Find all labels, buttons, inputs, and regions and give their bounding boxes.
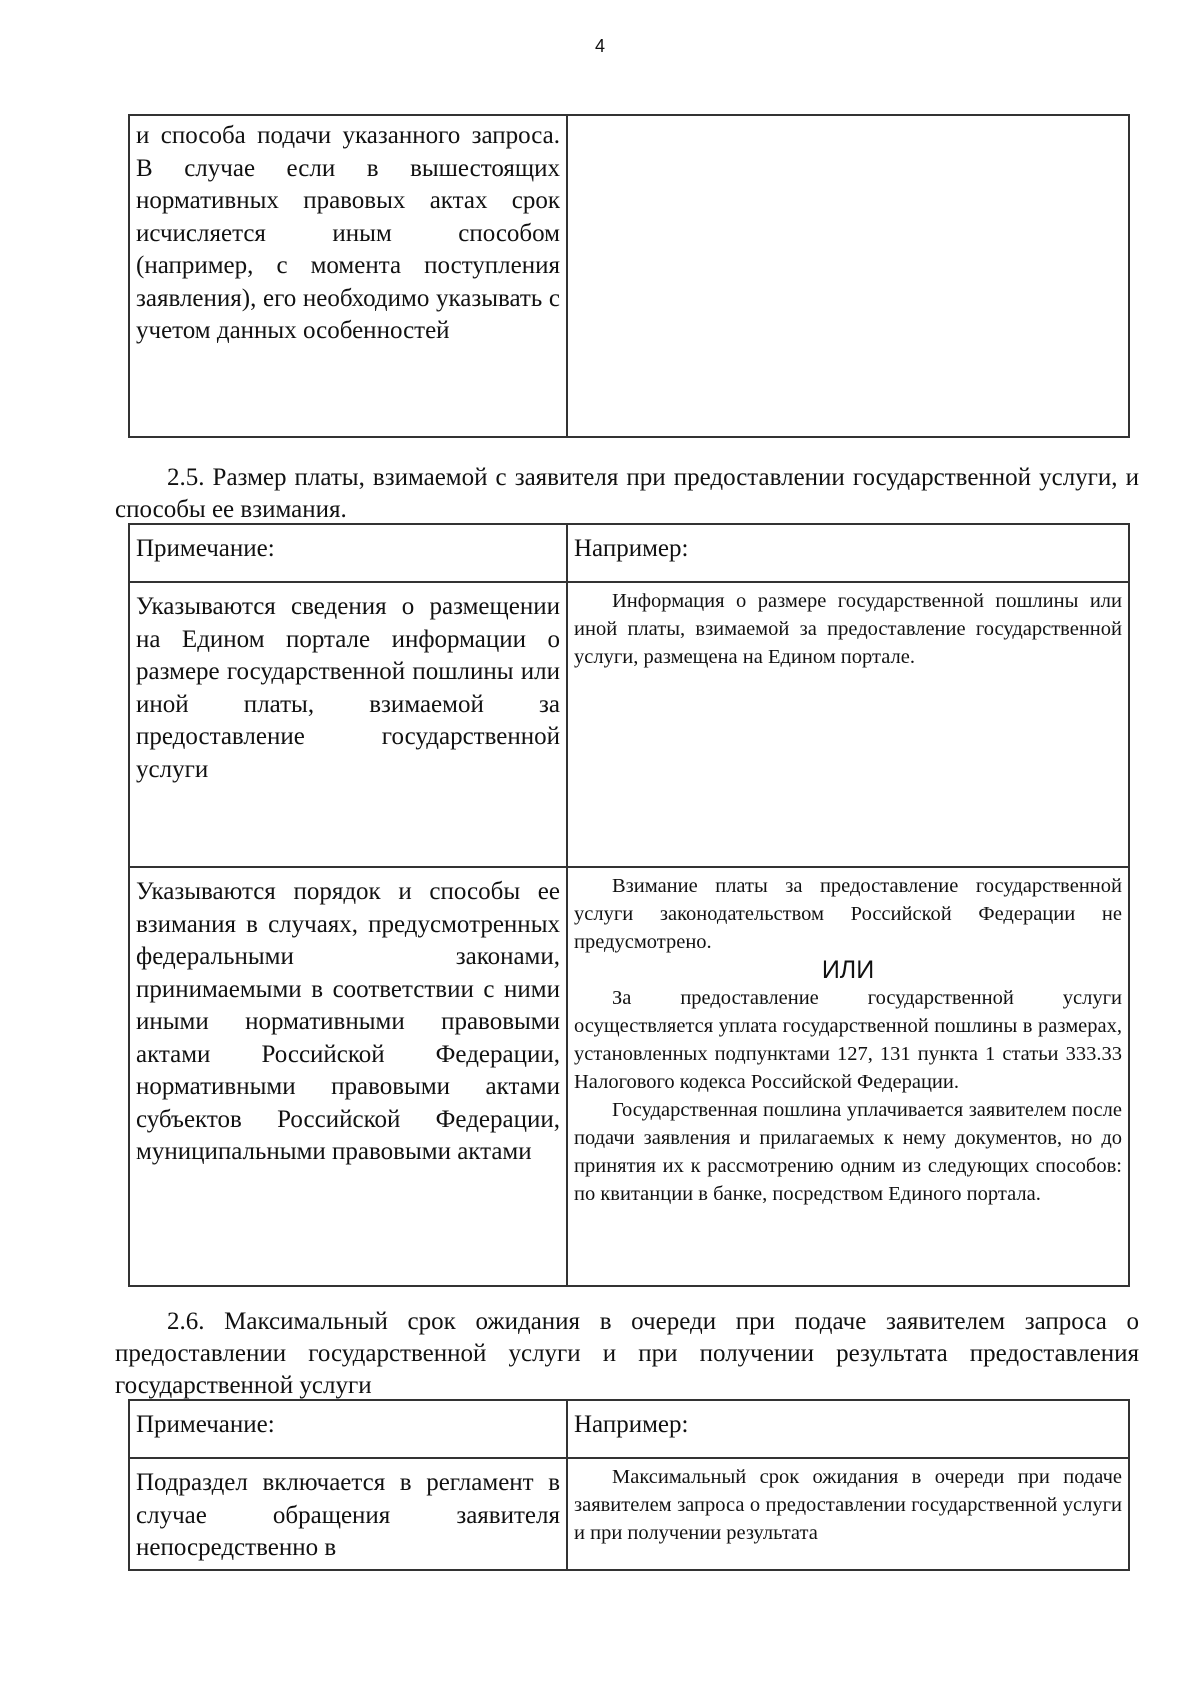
table3-header-example: Например:: [567, 1400, 1129, 1458]
table2-row2-note: Указываются порядок и способы ее взимания в случаях, предусмотренных федеральными законами, принимаемыми в соответствии с ними иными нормативными правовыми актами Российской Федерации, нормативными правовыми актами субъектов Российской Федерации, муниципальными правовыми актами: [129, 867, 567, 1286]
table2-header-example: Например:: [567, 524, 1129, 582]
section-2-5-heading: 2.5. Размер платы, взимаемой с заявителя при предоставлении государственной услуги, и способы ее взимания.: [115, 464, 1139, 523]
table2-header-note: Примечание:: [129, 524, 567, 582]
table2-row2-paragraph-3: Государственная пошлина уплачивается заявителем после подачи заявления и прилагаемых к нему документов, но до принятия их к рассмотрению одним из следующих способов: по квитанции в банке, посредством Единого портала.: [574, 1099, 1122, 1205]
table2-row2-paragraph-1: Взимание платы за предоставление государственной услуги законодательством Российской Федерации не предусмотрено.: [574, 875, 1122, 953]
table2-row1-example-text: Информация о размере государственной пошлины или иной платы, взимаемой за предоставление государственной услуги, размещена на Едином портале.: [574, 590, 1122, 668]
table-row: [129, 115, 1129, 437]
table2-row2-or: ИЛИ: [821, 956, 875, 984]
table-header-row: [129, 524, 1129, 582]
table1-right-cell: [567, 115, 1129, 437]
table2-row2-example: [567, 867, 1129, 1286]
table3-header-note: Примечание:: [129, 1400, 567, 1458]
table-header-row: [129, 1400, 1129, 1458]
table3-row1-example-text: Максимальный срок ожидания в очереди при подаче заявителем запроса о предоставлении государственной услуги и при получении результата: [574, 1466, 1122, 1544]
queue-table: [128, 1399, 1130, 1571]
table2-row1-example: [567, 582, 1129, 867]
payment-table: [128, 523, 1130, 1287]
table2-row2-paragraph-2: За предоставление государственной услуги осуществляется уплата государственной пошлины в размерах, установленных подпунктами 127, 131 пункта 1 статьи 333.33 Налогового кодекса Российской Федерации.: [574, 987, 1122, 1093]
page-number: 4: [594, 36, 605, 56]
table-row: [129, 582, 1129, 867]
table3-row1-note: Подраздел включается в регламент в случае обращения заявителя непосредственно в: [129, 1458, 567, 1570]
table-row: [129, 1458, 1129, 1570]
table-row: [129, 867, 1129, 1286]
continuation-table: [128, 114, 1130, 438]
section-2-6-heading: 2.6. Максимальный срок ожидания в очереди при подаче заявителем запроса о предоставлении государственной услуги и при получении результата предоставления государственной услуги: [115, 1308, 1139, 1399]
table2-row1-note: Указываются сведения о размещении на Едином портале информации о размере государственной пошлины или иной платы, взимаемой за предоставление государственной услуги: [129, 582, 567, 867]
table1-left-cell: и способа подачи указанного запроса. В случае если в вышестоящих нормативных правовых актах срок исчисляется иным способом (например, с момента поступления заявления), его необходимо указывать с учетом данных особенностей: [129, 115, 567, 437]
table3-row1-example: [567, 1458, 1129, 1570]
